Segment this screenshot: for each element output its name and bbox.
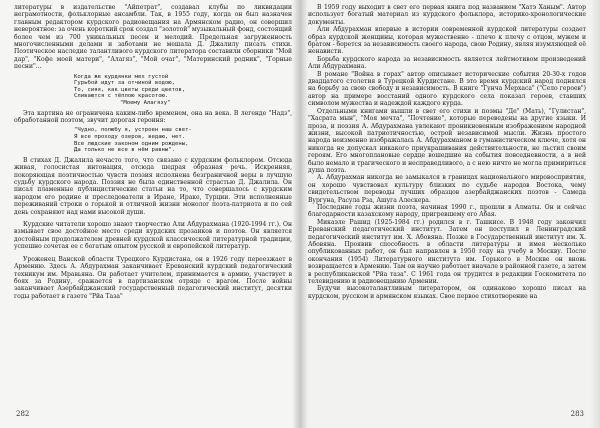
verse-line: Когда же курдянки мех густой <box>74 73 169 80</box>
verse-source: "Моему Алагязу" <box>120 100 171 107</box>
paragraph: В 1959 году выходит в свет его первая книга под названием "Хатэ Ханым". Автор использует богатый материал из курдского фольклора, историко-хронологические документы. <box>308 4 586 26</box>
paragraph: В стихах Д. Джалила нечасто того, что связано с курдским фольклором. Отсюда живая, голосистая интонация, отсюда шедрая образная речь. Искренняя, покоряющая поэтичностью чувств поэзия исполнена безграничной веры в лучшую судьбу курдского народа. Поэзия не была единственной страстью Д. Джалила. Он писал пламенные публицистические статьи на то, что совершалось с курдским народом его родине и преследователи в Иране, Ираке, Турции. Эти исполненные переживаний строки о горькой и отличной жизни монолог поэта-патриота и по сей день сохраняют над нами высокой души. <box>14 156 292 216</box>
page-number: 283 <box>570 410 584 418</box>
paragraph: Последние годы жизни поэта, начиная 1990 г., прошли в Алматы. Он и сейчас благодарности казахскому народу, пригревшему его Абая. <box>308 203 586 219</box>
paragraph: Микаэле Рашид (1925-1984 гг.) родился в г. Ташкисе. В 1948 году закончил Ереванский педагогический институт. Затем он поступил в Ленинградский педагогический институт им. Х. Абовяна. Позже в Государственный институт им. Х. Абовяна. Проявив способность в области литературы и имея несколько опубликованных работ, он был направлен в 1950 году на учебу в Москву. После окончания (1954) Литературного института им. Горького в Москве он вновь возвращается в Армению. Там он научно работает вначале в районной газете, а затем в республиканской "Рйа таза". С 1961 года он трудится в редакции Госкомитета по телевидению и радиовещанию Армении. <box>308 218 586 286</box>
page-edge-shadow <box>590 0 600 428</box>
paragraph: Эта картина не ограничена каким-либо временем, она на века. В легенде "Надз", обработанной поэтом, звучит дорогая героиня: <box>14 109 292 125</box>
verse-line: Сливаются с тёплою красотою. <box>74 93 169 100</box>
verse-line: Гурьбой идут за отчиной водою, <box>74 80 176 87</box>
verse-line: Да только не все в нём равны". <box>74 147 176 154</box>
verse-line: "Чудно, полюбу я, устроен наш свет- <box>74 127 192 134</box>
paragraph: Будучи высокоталантливым литератором, он одинаково хорошо писал на курдском, русском и армянском языках. Свое первое стихотворение на <box>308 285 586 300</box>
paragraph: Али Абдурахман впервые в истории современной курдской литературы создает образ курдской женщины, которая мужественно - плечо к плечу с отцом, мужем и братом - борется за независимость своего народа, свою Родину, являя изумляющей её ненависти. <box>308 26 586 56</box>
right-page <box>300 0 600 428</box>
verse-line: Я все проходу озеров, ведаю, нет. <box>74 134 186 141</box>
paragraph: В романе "Война в горах" автор описывает исторические события 20-30-х годов двадцатого столетия в Турецкой Курдистане. В это время курдский народ поднялся на борьбу за свою свободу и независимость. В книге "Гунча Мерхаса" ("Село героев") автор на примере восстаний одного курдского села показал героев, ставших символом мужества и надеждой каждого курда. <box>308 70 586 108</box>
paragraph: Борьба курдского народа за независимость является лейтмотивом произведений Али Абдурахмана. <box>308 55 586 71</box>
verse-block <box>74 74 292 107</box>
paragraph: Отдельными книгами вышли в свет его стихи и поэмы "Де" (Мать), "Гулистан", "Хасрата мын", "Моя мечта", "Почтение", которые переведены на другие языки. И проза, и поэзия А. Абдурахмана увлекают проникновенным изображением народной жизни, высокой патриотичностью, острой независимой мысли. Жизнь простого народа неизменно изображалась А. Абдурахманом в гуманистическом ключе, хотя он никогда не допускал никакого приукрашивания действительности, не льстил своим героям. Его многоплановые сердце вошедшие на события повседневности, а в ней было немало и трагического и несправедливого, а с нею ничто не могла примириться душа поэта. <box>308 107 586 174</box>
paragraph: Курдские читатели хорошо знают творчество Али Абдурахмана (1920-1994 гг.). Он взмывает свое достойное место среди курдских прозаиков и поэтов. Он является достойным продолжателем древней курдской классической литературной традиции, успешно сочетая ее с богатым опытом русской и европейской литератур. <box>14 221 292 251</box>
paragraph: Уроженец Ванской области Турецкого Курдистана, он в 1926 году переезжает в Армению. Здесь А. Абдурахман заканчивает Ереванский курдский педагогический техникум им. Мравьяна. Он работает учителем, принимается в армию, участвует в боях за Родину, сражается в партизанском отряде с врагом. После войны заканчивает Азербайджанский государственный педагогический институт, десятки годы работает в газете "Рйа Таза" <box>14 255 292 300</box>
page-number: 282 <box>16 410 30 418</box>
paragraph: А. Абдурахман никогда не замыкался в границах национального мировосприятия, он хорошо чувствовал культуру близких по судьбе народов Востока, чему свидетельством переводы лучших образцов азербайджанских поэтов - Самеда Вургуна, Расула Рза, Ашуга Алескера. <box>308 174 586 204</box>
verse-block <box>74 127 292 153</box>
verse-line: То, сияя, как цветы среди цветов, <box>74 86 186 93</box>
paragraph: литературы в издательстве "Айпетрат", создавал клубы по ликвидации неграмотности, фольклорные ансамбли. Так, в 1955 году, когда он был назначен главным редактором курдского радиовещания на Армянском радио, он совершил невероятное: за очень короткий срок создал "золотой" музыкальный фонд, состоящий более чем из 700 уникальных песен и мелодий. Предельная загруженность многочисленными делами и заботами не мешала Д. Джалилу писать стихи. Поэтическое наследие талантливого курдского литератора составили сборники "Мой дар", "Кофе моей матери", "Алагяз", "Мой очаг", "Материнский родник", "Горные песни"... <box>14 4 292 71</box>
verse-line: Все людские законом одним рождены, <box>74 140 189 147</box>
